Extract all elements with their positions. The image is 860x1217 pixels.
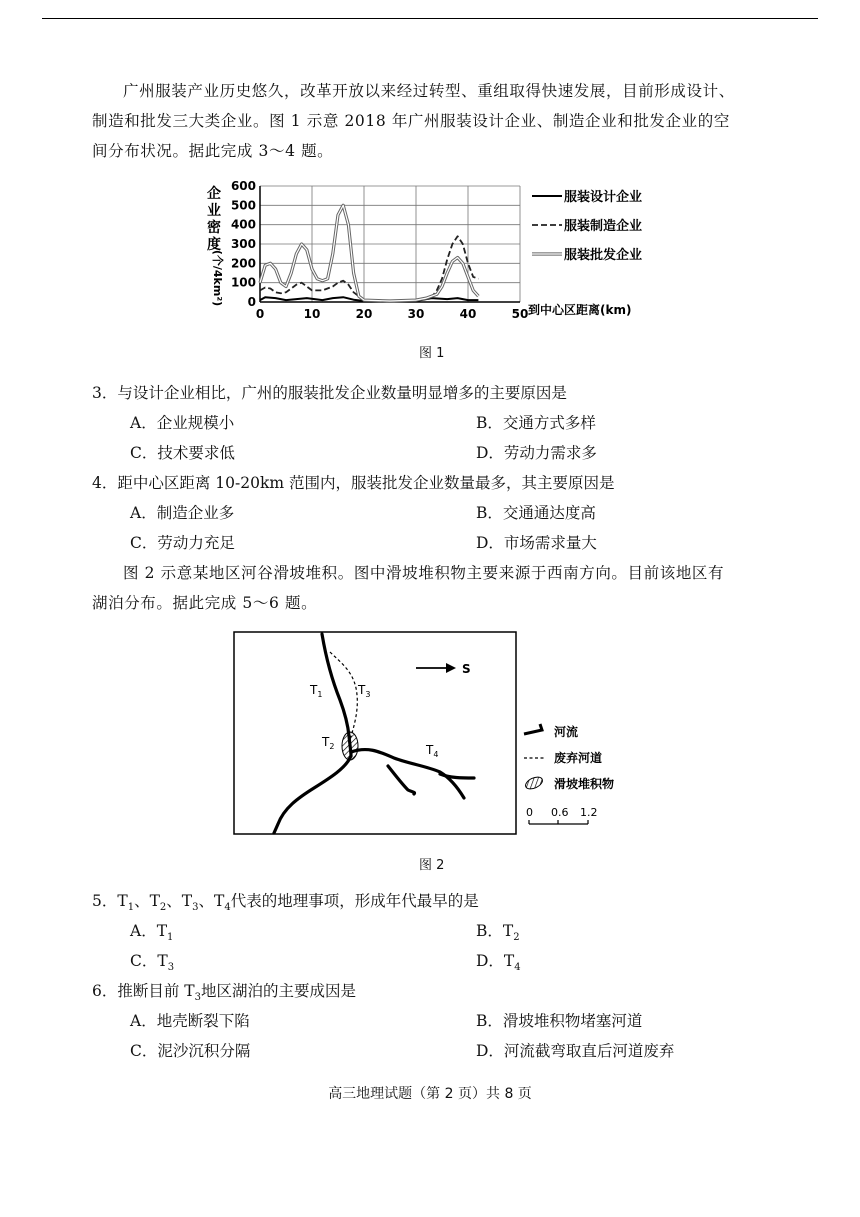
question-3-option-b[interactable]: B．交通方式多样 [476, 414, 596, 432]
question-6-option-d[interactable]: D．河流截弯取直后河道废弃 [476, 1042, 675, 1060]
chart-series [260, 205, 478, 301]
question-5-stem: 5．$T_1$、$T_2$、$T_3$、$T_4$代表的地理事项，形成年代最早的是 [92, 892, 479, 914]
x-tick-label: 40 [459, 307, 477, 321]
passage-1-line-1: 广州服装产业历史悠久，改革开放以来经过转型、重组取得快速发展，目前形成设计、 [123, 82, 735, 100]
label-t2: $T_2$ [322, 735, 335, 751]
question-4-option-c[interactable]: C．劳动力充足 [130, 534, 235, 552]
x-axis-label: 到中心区距离(km) [528, 303, 632, 317]
label-t3: $T_3$ [358, 683, 371, 699]
landslide-deposit [342, 732, 358, 760]
y-axis-label-unit: (个/4km²) [211, 249, 224, 307]
y-tick-label: 600 [230, 179, 256, 193]
question-5-option-c[interactable]: C．$T_3$ [130, 952, 175, 974]
page-footer: 高三地理试题（第 2 页）共 8 页 [328, 1086, 532, 1102]
question-4-option-b[interactable]: B．交通通达度高 [476, 504, 596, 522]
question-3-option-c[interactable]: C．技术要求低 [130, 444, 235, 462]
y-tick-label: 400 [230, 217, 256, 232]
map-frame [234, 632, 516, 834]
label-t1: $T_1$ [310, 683, 323, 699]
question-6-stem: 6．推断目前 $T_3$地区湖泊的主要成因是 [92, 982, 357, 1004]
scale-06: 0.6 [551, 806, 569, 819]
question-3-option-d[interactable]: D．劳动力需求多 [476, 444, 597, 462]
passage-2-line-1: 图 2 示意某地区河谷滑坡堆积。图中滑坡堆积物主要来源于西南方向。目前该地区有 [123, 564, 725, 582]
map-legend [524, 724, 614, 791]
passage-1-line-3: 间分布状况。据此完成 3～4 题。 [92, 142, 334, 160]
y-axis-label-char: 企 [207, 186, 221, 202]
figure-1-caption: 图 1 [419, 346, 445, 361]
x-tick-label: 0 [255, 307, 265, 321]
chart-grid [260, 186, 520, 302]
question-3-stem: 3．与设计企业相比，广州的服装批发企业数量明显增多的主要原因是 [92, 384, 567, 402]
figure-2-map [228, 628, 648, 838]
x-tick-label: 10 [303, 307, 321, 321]
passage-1 [92, 76, 782, 106]
scale-bar [526, 806, 598, 824]
legend-abandoned-channel: 废弃河道 [554, 751, 603, 765]
y-tick-label: 0 [247, 295, 256, 309]
y-axis-label-char: 业 [207, 203, 221, 219]
question-4-option-d[interactable]: D．市场需求量大 [476, 534, 597, 552]
x-tick-label: 20 [355, 307, 373, 321]
passage-2 [92, 558, 782, 588]
x-tick-label: 30 [407, 307, 425, 321]
question-5-option-d[interactable]: D．$T_4$ [476, 952, 521, 974]
legend-label: 服装制造企业 [564, 219, 643, 234]
chart-legend [532, 189, 642, 263]
question-4-option-a[interactable]: A．制造企业多 [130, 504, 235, 522]
scale-12: 1.2 [580, 806, 598, 819]
direction-label: S [462, 662, 471, 676]
scale-0: 0 [526, 806, 533, 819]
question-6-option-c[interactable]: C．泥沙沉积分隔 [130, 1042, 251, 1060]
y-tick-label: 500 [230, 198, 256, 213]
legend-label: 服装设计企业 [564, 190, 643, 205]
legend-river: 河流 [554, 725, 579, 739]
direction-arrow [416, 663, 456, 673]
question-6-option-b[interactable]: B．滑坡堆积物堵塞河道 [476, 1012, 643, 1030]
x-tick-label: 50 [511, 307, 529, 321]
legend-label: 服装批发企业 [564, 248, 643, 263]
question-4-stem: 4．距中心区距离 10-20km 范围内，服装批发企业数量最多，其主要原因是 [92, 474, 615, 492]
y-axis-label-char: 密 [207, 220, 221, 236]
y-tick-label: 100 [230, 275, 256, 290]
y-axis-label-char: 度 [207, 237, 221, 253]
question-3-option-a[interactable]: A．企业规模小 [130, 414, 235, 432]
legend-landslide: 滑坡堆积物 [554, 777, 615, 791]
question-5-option-b[interactable]: B．$T_2$ [476, 922, 520, 944]
passage-1-line-2: 制造和批发三大类企业。图 1 示意 2018 年广州服装设计企业、制造企业和批发企业的空 [92, 112, 730, 130]
label-t4: $T_4$ [426, 743, 439, 759]
header-rule [42, 18, 818, 19]
y-tick-label: 300 [230, 237, 256, 251]
passage-2-line-2: 湖泊分布。据此完成 5～6 题。 [92, 594, 318, 612]
y-tick-label: 200 [230, 256, 256, 271]
figure-2-caption: 图 2 [419, 858, 445, 873]
y-axis-label [207, 185, 225, 306]
question-5-option-a[interactable]: A．$T_1$ [130, 922, 174, 944]
question-6-option-a[interactable]: A．地壳断裂下陷 [130, 1012, 250, 1030]
abandoned-channel [330, 652, 357, 740]
figure-1-chart [200, 178, 680, 328]
river-lines [274, 634, 474, 833]
